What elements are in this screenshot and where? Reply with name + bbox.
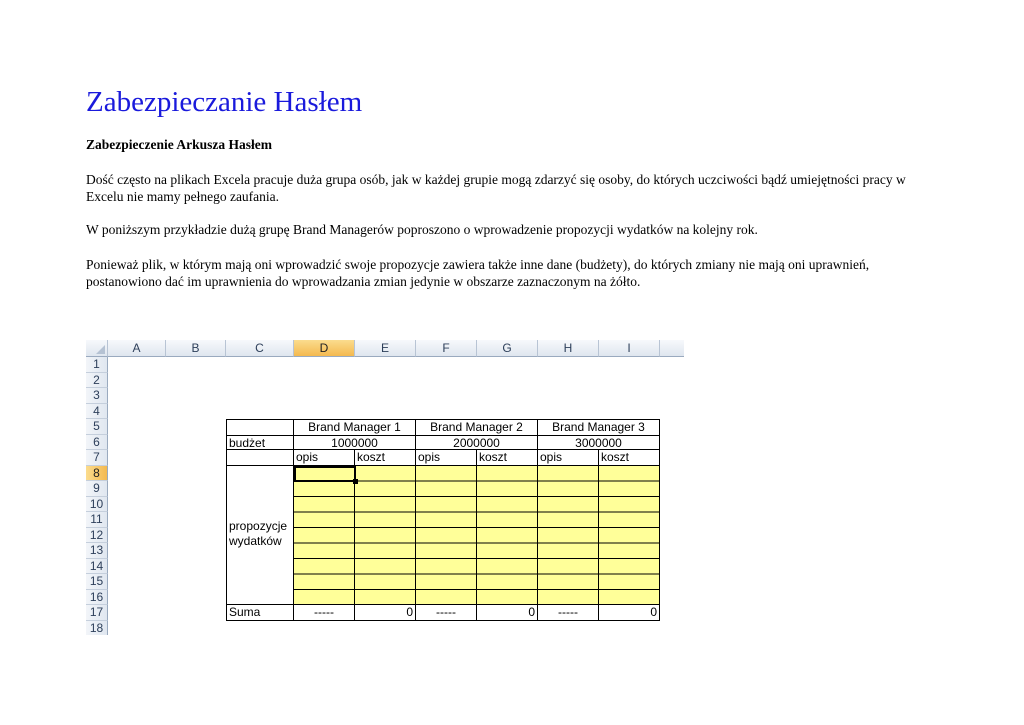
row-header-5[interactable]: 5 [86,419,108,435]
row-header-12[interactable]: 12 [86,528,108,544]
budget-label-cell[interactable]: budżet [226,435,294,451]
row-header-7[interactable]: 7 [86,450,108,466]
column-header-b[interactable]: B [166,340,226,357]
manager-header-3[interactable]: Brand Manager 3 [538,419,660,435]
spreadsheet-screenshot [86,340,684,635]
active-cell-d8[interactable] [294,466,356,483]
column-header-h[interactable]: H [538,340,599,357]
row-header-11[interactable]: 11 [86,512,108,528]
row-header-9[interactable]: 9 [86,481,108,497]
row-header-18[interactable]: 18 [86,621,108,636]
page-title: Zabezpieczanie Hasłem [86,86,363,118]
row-header-6[interactable]: 6 [86,435,108,451]
sum-koszt-3[interactable]: 0 [599,605,660,621]
column-header-e[interactable]: E [355,340,416,357]
budget-value-1[interactable]: 1000000 [294,435,416,451]
row-header-16[interactable]: 16 [86,590,108,606]
subheader-opis-2[interactable]: opis [416,450,477,466]
column-header-c[interactable]: C [226,340,294,357]
row-header-10[interactable]: 10 [86,497,108,513]
editable-input-area[interactable] [294,466,660,606]
column-header-d[interactable]: D [294,340,355,357]
proposals-label-cell[interactable] [226,466,294,606]
row-header-17[interactable]: 17 [86,605,108,621]
subheader-opis-1[interactable]: opis [294,450,355,466]
manager-header-1[interactable]: Brand Manager 1 [294,419,416,435]
sum-label-cell[interactable]: Suma [226,605,294,621]
row-header-8[interactable]: 8 [86,466,108,482]
fill-handle[interactable] [353,479,358,484]
row-header-3[interactable]: 3 [86,388,108,404]
column-header-j-partial [660,340,684,357]
cell-c7[interactable] [226,450,294,466]
cell-c5[interactable] [226,419,294,435]
sum-koszt-1[interactable]: 0 [355,605,416,621]
proposals-label-line2: wydatków [229,534,282,548]
subheader-koszt-1[interactable]: koszt [355,450,416,466]
budget-value-3[interactable]: 3000000 [538,435,660,451]
manager-header-2[interactable]: Brand Manager 2 [416,419,538,435]
row-header-1[interactable]: 1 [86,357,108,373]
subheader-opis-3[interactable]: opis [538,450,599,466]
paragraph-2: W poniższym przykładzie dużą grupę Brand Managerów poproszono o wprowadzenie propozycji wydatków na kolejny rok. [86,222,758,237]
paragraph-3: Ponieważ plik, w którym mają oni wprowadzić swoje propozycje zawiera także inne dane (budżety), do których zmiany nie mają oni uprawnień, postanowiono dać im uprawnienia do wprowadzania zmian jedynie w obszarze zaznaczonym na żółto. [86,257,870,289]
column-header-a[interactable]: A [108,340,166,357]
sum-opis-3[interactable]: ----- [538,605,599,621]
row-header-14[interactable]: 14 [86,559,108,575]
row-header-4[interactable]: 4 [86,404,108,420]
row-header-15[interactable]: 15 [86,574,108,590]
budget-value-2[interactable]: 2000000 [416,435,538,451]
sum-opis-2[interactable]: ----- [416,605,477,621]
select-all-corner[interactable] [86,340,108,357]
row-header-13[interactable]: 13 [86,543,108,559]
column-header-f[interactable]: F [416,340,477,357]
subheader-koszt-2[interactable]: koszt [477,450,538,466]
section-heading: Zabezpieczenie Arkusza Hasłem [86,137,272,152]
column-header-g[interactable]: G [477,340,538,357]
proposals-label-line1: propozycje [229,518,288,533]
sum-opis-1[interactable]: ----- [294,605,355,621]
subheader-koszt-3[interactable]: koszt [599,450,660,466]
sum-koszt-2[interactable]: 0 [477,605,538,621]
paragraph-1: Dość często na plikach Excela pracuje duża grupa osób, jak w każdej grupie mogą zdarzyć się osoby, do których uczciwości bądź umiejętności pracy w Excelu nie mamy pełnego zaufania. [86,172,906,204]
column-header-i[interactable]: I [599,340,660,357]
row-header-2[interactable]: 2 [86,373,108,389]
